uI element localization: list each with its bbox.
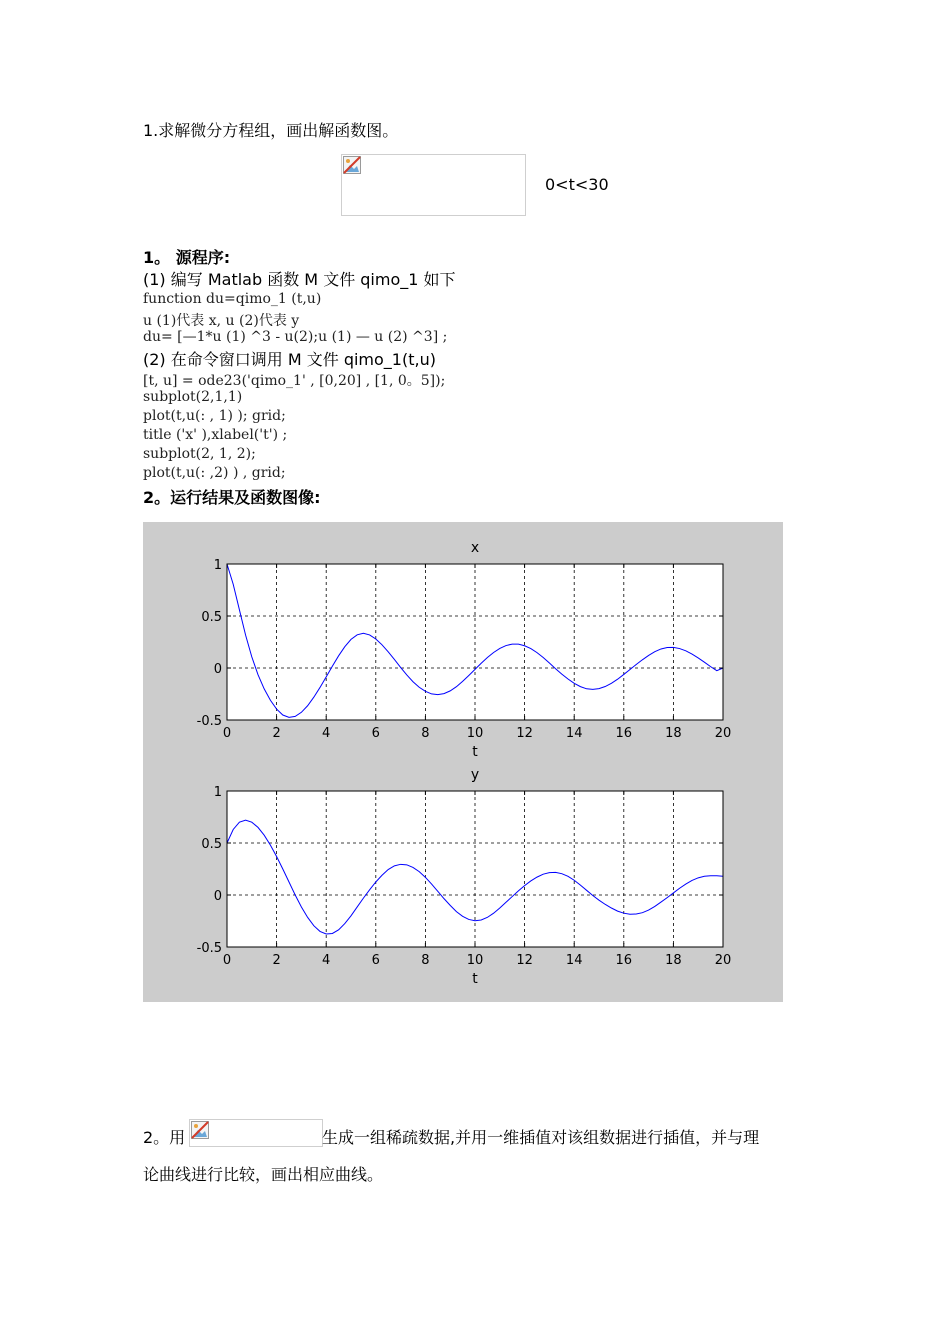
x-tick-label: 6 <box>371 726 380 741</box>
x-tick-label: 20 <box>714 953 732 968</box>
matlab-figure <box>143 522 783 1002</box>
x-tick-label: 14 <box>565 726 583 741</box>
x-axis-label: t <box>472 971 478 987</box>
code-line: u (1)代表 x, u (2)代表 y <box>143 313 300 329</box>
x-tick-label: 2 <box>272 953 281 968</box>
section1-title: 1。 源程序: <box>143 248 231 267</box>
y-tick-label: 0.5 <box>201 837 222 852</box>
broken-image-icon <box>191 1121 209 1139</box>
x-axis-label: t <box>472 744 478 760</box>
broken-image-icon <box>343 156 361 174</box>
code-line: subplot(2,1,1) <box>143 389 243 405</box>
step1-text: (1) 编写 Matlab 函数 M 文件 qimo_1 如下 <box>143 270 456 289</box>
x-tick-label: 18 <box>665 953 682 968</box>
figure-svg <box>143 522 783 1002</box>
y-tick-label: -0.5 <box>196 941 222 956</box>
problem2-after: 生成一组稀疏数据,并用一维插值对该组数据进行插值，并与理 <box>322 1128 760 1147</box>
x-tick-label: 4 <box>322 726 331 741</box>
step2-text: (2) 在命令窗口调用 M 文件 qimo_1(t,u) <box>143 350 436 369</box>
code-line: title ('x' ),xlabel('t') ; <box>143 427 288 443</box>
x-tick-label: 10 <box>466 726 484 741</box>
code-line: plot(t,u(: ,2) ) , grid; <box>143 465 286 481</box>
x-tick-label: 4 <box>322 953 331 968</box>
formula-image <box>189 1119 323 1147</box>
y-tick-label: 0.5 <box>201 610 222 625</box>
section2-title: 2。运行结果及函数图像: <box>143 488 321 507</box>
y-tick-label: 1 <box>213 558 222 573</box>
x-tick-label: 0 <box>222 953 232 968</box>
y-tick-label: -0.5 <box>196 714 222 729</box>
x-tick-label: 12 <box>516 953 533 968</box>
time-range: 0<t<30 <box>545 175 609 194</box>
code-line: plot(t,u(: , 1) ); grid; <box>143 408 286 424</box>
chart-title: y <box>470 767 480 783</box>
x-tick-label: 16 <box>615 953 633 968</box>
code-line: [t, u] = ode23('qimo_1' , [0,20] , [1, 0。5]); <box>143 373 446 389</box>
x-tick-label: 0 <box>222 726 232 741</box>
y-tick-label: 1 <box>213 785 222 800</box>
x-tick-label: 20 <box>714 726 732 741</box>
code-line: subplot(2, 1, 2); <box>143 446 256 462</box>
problem2-line2: 论曲线进行比较，画出相应曲线。 <box>143 1165 384 1184</box>
chart-title: x <box>470 540 480 556</box>
problem2-before: 2。用 <box>143 1128 186 1147</box>
x-tick-label: 2 <box>272 726 281 741</box>
problem1-heading: 1.求解微分方程组，画出解函数图。 <box>143 121 399 140</box>
y-tick-label: 0 <box>213 889 222 904</box>
code-line: function du=qimo_1 (t,u) <box>143 291 322 307</box>
x-tick-label: 14 <box>565 953 583 968</box>
equation-image <box>341 154 526 216</box>
x-tick-label: 18 <box>665 726 682 741</box>
code-line: du= [—1*u (1) ^3 - u(2);u (1) — u (2) ^3] ; <box>143 329 448 345</box>
x-tick-label: 16 <box>615 726 633 741</box>
x-tick-label: 8 <box>421 953 430 968</box>
x-tick-label: 6 <box>371 953 380 968</box>
x-tick-label: 8 <box>421 726 430 741</box>
y-tick-label: 0 <box>213 662 222 677</box>
x-tick-label: 10 <box>466 953 484 968</box>
x-tick-label: 12 <box>516 726 533 741</box>
